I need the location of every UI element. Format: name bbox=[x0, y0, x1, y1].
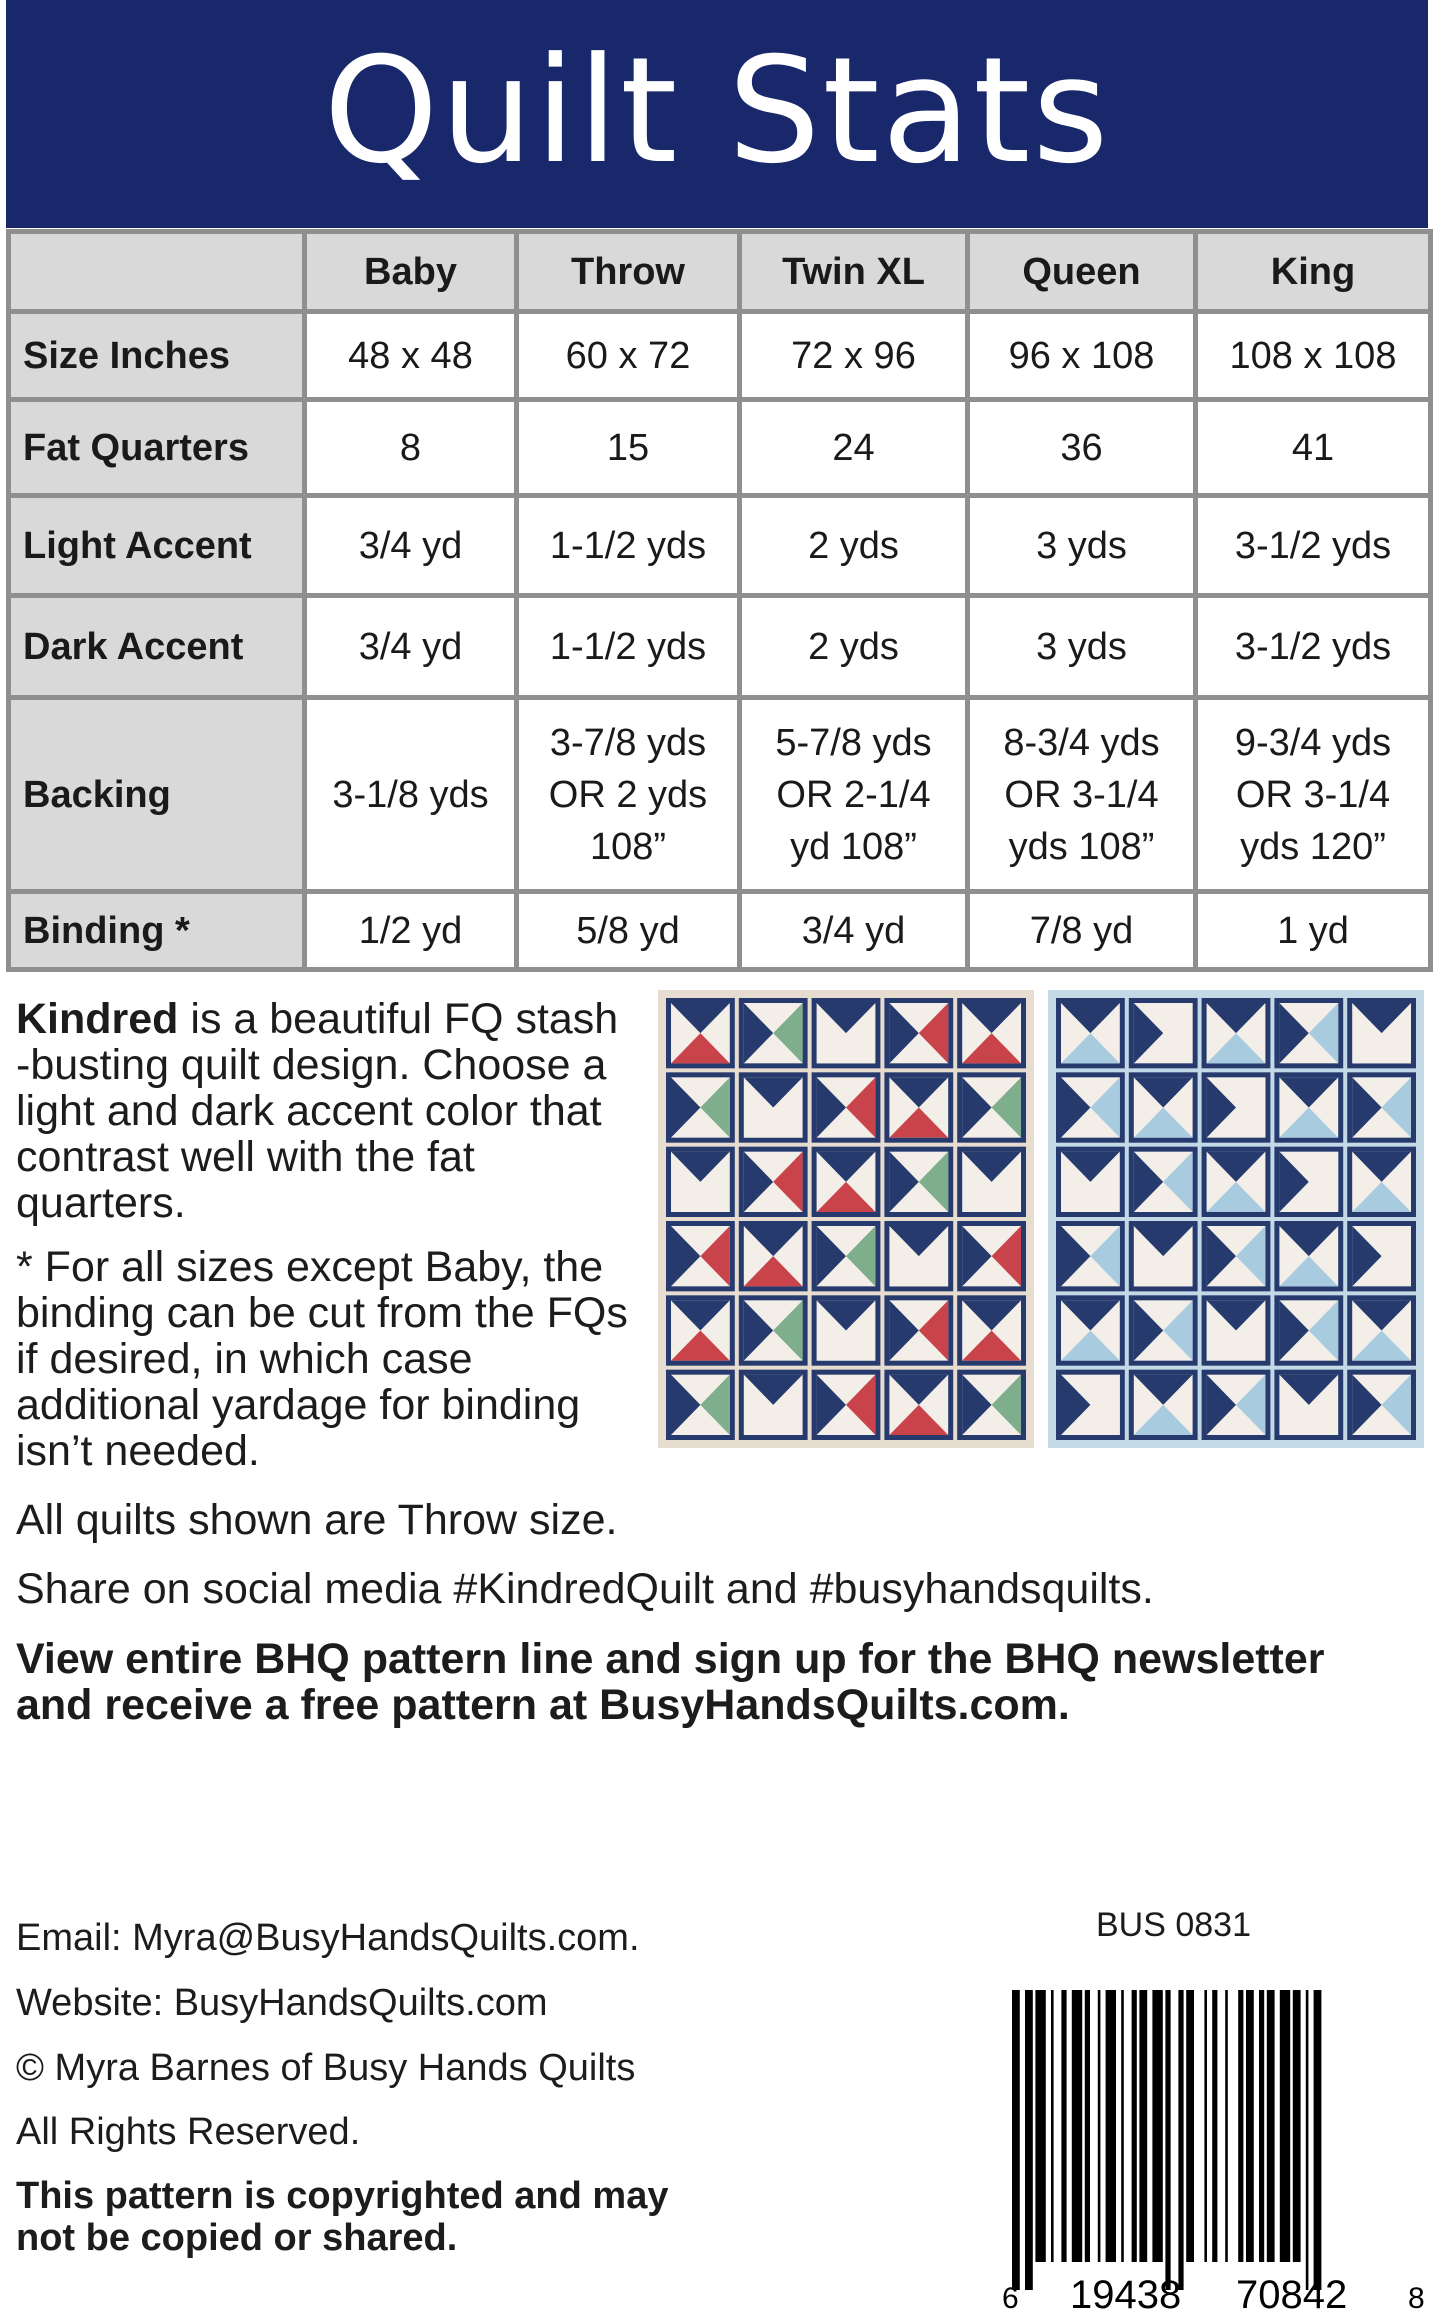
quilt-block bbox=[884, 1147, 953, 1217]
cell-line: OR 2 yds bbox=[548, 773, 708, 816]
contact-email: Email: Myra@BusyHandsQuilts.com. bbox=[16, 1917, 640, 1959]
table-cell: 8 bbox=[305, 400, 517, 496]
table-row bbox=[9, 496, 1431, 596]
barcode-bar bbox=[1132, 1990, 1137, 2262]
barcode-bar bbox=[1085, 1990, 1090, 2262]
quilt-block bbox=[1129, 1147, 1198, 1217]
table-cell: 1-1/2 yds bbox=[517, 496, 740, 596]
quilt-block bbox=[957, 1370, 1026, 1440]
cell-line: 3-7/8 yds bbox=[549, 721, 707, 764]
barcode-bar bbox=[1178, 1990, 1183, 2290]
intro-line: -busting quilt design. Choose a bbox=[16, 1041, 607, 1089]
quilt-block bbox=[1056, 998, 1125, 1068]
quilt-block bbox=[957, 1072, 1026, 1142]
intro-line: is a beautiful FQ stash bbox=[178, 995, 619, 1043]
quilt-block bbox=[812, 1295, 881, 1365]
note-line: * For all sizes except Baby, the bbox=[16, 1243, 604, 1291]
table-row bbox=[9, 596, 1431, 698]
promo-line: and receive a free pattern at BusyHandsQuilts.com. bbox=[16, 1681, 1070, 1729]
table-cell: 3-1/2 yds bbox=[1196, 496, 1431, 596]
quilt-block bbox=[1347, 1370, 1416, 1440]
quilt-block bbox=[1202, 1072, 1271, 1142]
barcode-bar bbox=[1314, 1990, 1322, 2290]
table-cell bbox=[517, 698, 740, 892]
promo-note bbox=[16, 1636, 1416, 1728]
barcode-bar bbox=[1280, 1990, 1290, 2262]
quilt-image-blue bbox=[1048, 990, 1424, 1448]
cell-line: yds 108” bbox=[1008, 825, 1155, 868]
barcode-bar bbox=[1204, 1990, 1207, 2262]
table-cell: 3 yds bbox=[968, 496, 1196, 596]
product-name: Kindred bbox=[16, 995, 179, 1043]
barcode-bar bbox=[1139, 1990, 1147, 2262]
quilt-block bbox=[812, 1221, 881, 1291]
quilt-image-red bbox=[658, 990, 1034, 1448]
column-header-king: King bbox=[1196, 232, 1431, 312]
quilt-block bbox=[1274, 998, 1343, 1068]
quilt-blue-illustration bbox=[1048, 990, 1424, 1448]
quilt-block bbox=[739, 1295, 808, 1365]
quilt-block bbox=[1202, 1295, 1271, 1365]
table-cell: 3-1/2 yds bbox=[1196, 596, 1431, 698]
intro-line: contrast well with the fat bbox=[16, 1133, 475, 1181]
table-cell: 15 bbox=[517, 400, 740, 496]
quilt-block bbox=[1129, 1221, 1198, 1291]
quilt-block bbox=[957, 998, 1026, 1068]
barcode-bar bbox=[1012, 1990, 1020, 2290]
shown-size-note: All quilts shown are Throw size. bbox=[16, 1496, 618, 1544]
quilt-block bbox=[1202, 1221, 1271, 1291]
barcode-bar bbox=[1098, 1990, 1101, 2262]
row-label-dark-accent: Dark Accent bbox=[9, 596, 305, 698]
barcode-digit-check: 8 bbox=[1408, 2282, 1425, 2315]
notice-line: This pattern is copyrighted and may bbox=[16, 2175, 669, 2217]
cell-line: 5-7/8 yds bbox=[775, 721, 932, 764]
table-cell: 3 yds bbox=[968, 596, 1196, 698]
cell-line: 3-1/8 yds bbox=[332, 773, 489, 816]
table-cell: 2 yds bbox=[740, 496, 968, 596]
table-cell: 1-1/2 yds bbox=[517, 596, 740, 698]
table-cell: 5/8 yd bbox=[517, 892, 740, 970]
barcode-bar bbox=[1212, 1990, 1217, 2262]
barcode-bar bbox=[1121, 1990, 1124, 2262]
social-media-note: Share on social media #KindredQuilt and #busyhandsquilts. bbox=[16, 1565, 1154, 1613]
quilt-block bbox=[1274, 1221, 1343, 1291]
table-cell: 7/8 yd bbox=[968, 892, 1196, 970]
cell-line: 8-3/4 yds bbox=[1003, 721, 1160, 764]
table-row bbox=[9, 892, 1431, 970]
barcode-bar bbox=[1267, 1990, 1275, 2262]
cell-line: 108” bbox=[589, 825, 667, 868]
note-line: if desired, in which case bbox=[16, 1335, 473, 1383]
barcode-bar bbox=[1051, 1990, 1054, 2262]
quilt-block bbox=[666, 1370, 735, 1440]
barcode-bar bbox=[1165, 1990, 1170, 2290]
copyright-line: © Myra Barnes of Busy Hands Quilts bbox=[16, 2047, 636, 2089]
quilt-block bbox=[666, 1072, 735, 1142]
barcode-bar bbox=[1306, 1990, 1309, 2290]
barcode-bar bbox=[1186, 1990, 1194, 2262]
column-header-baby: Baby bbox=[305, 232, 517, 312]
table-cell: 72 x 96 bbox=[740, 312, 968, 400]
quilt-block bbox=[1056, 1147, 1125, 1217]
table-row bbox=[9, 312, 1431, 400]
rights-line: All Rights Reserved. bbox=[16, 2111, 361, 2153]
quilt-block bbox=[1202, 1147, 1271, 1217]
table-cell: 108 x 108 bbox=[1196, 312, 1431, 400]
column-header-queen: Queen bbox=[968, 232, 1196, 312]
quilt-block bbox=[666, 1221, 735, 1291]
barcode-digits-right: 70842 bbox=[1236, 2273, 1348, 2317]
quilt-block bbox=[1129, 1295, 1198, 1365]
table-cell bbox=[968, 698, 1196, 892]
barcode-bars bbox=[1012, 1990, 1321, 2290]
copyright-notice bbox=[16, 2175, 668, 2259]
column-header-twin-xl: Twin XL bbox=[740, 232, 968, 312]
page-title: Quilt Stats bbox=[323, 26, 1111, 196]
quilt-block bbox=[1274, 1370, 1343, 1440]
note-line: additional yardage for binding bbox=[16, 1381, 581, 1429]
cell-line: 9-3/4 yds bbox=[1234, 721, 1392, 764]
cell-line: yd 108” bbox=[790, 825, 917, 868]
quilt-block bbox=[884, 1370, 953, 1440]
table-cell: 2 yds bbox=[740, 596, 968, 698]
pattern-description bbox=[16, 996, 646, 1492]
quilt-block bbox=[1129, 1072, 1198, 1142]
cell-line: OR 2-1/4 bbox=[776, 773, 931, 816]
table-cell: 96 x 108 bbox=[968, 312, 1196, 400]
barcode-bar bbox=[1246, 1990, 1254, 2262]
barcode-bar bbox=[1293, 1990, 1301, 2262]
column-header-throw: Throw bbox=[517, 232, 740, 312]
quilt-stats-table bbox=[6, 229, 1433, 972]
table-cell: 24 bbox=[740, 400, 968, 496]
quilt-block bbox=[812, 1147, 881, 1217]
promo-line: View entire BHQ pattern line and sign up for the BHQ newsletter bbox=[16, 1635, 1325, 1683]
table-cell bbox=[1196, 698, 1431, 892]
quilt-block bbox=[1347, 998, 1416, 1068]
quilt-block bbox=[666, 1295, 735, 1365]
table-cell: 3/4 yd bbox=[305, 496, 517, 596]
table-cell bbox=[305, 698, 517, 892]
quilt-block bbox=[1129, 998, 1198, 1068]
quilt-block bbox=[1274, 1147, 1343, 1217]
quilt-block bbox=[739, 1072, 808, 1142]
barcode-bar bbox=[1225, 1990, 1228, 2262]
contact-website: Website: BusyHandsQuilts.com bbox=[16, 1982, 548, 2024]
barcode-bar bbox=[1238, 1990, 1243, 2262]
quilt-block bbox=[1202, 1370, 1271, 1440]
table-cell: 3/4 yd bbox=[740, 892, 968, 970]
note-line: isn’t needed. bbox=[16, 1427, 260, 1475]
quilt-block bbox=[1056, 1221, 1125, 1291]
quilt-block bbox=[1274, 1072, 1343, 1142]
quilt-block bbox=[1347, 1221, 1416, 1291]
cell-line: OR 3-1/4 bbox=[1004, 773, 1159, 816]
quilt-block bbox=[1347, 1295, 1416, 1365]
table-header-row bbox=[9, 232, 1431, 312]
binding-note bbox=[16, 1244, 646, 1474]
row-label-backing: Backing bbox=[9, 698, 305, 892]
table-cell bbox=[740, 698, 968, 892]
quilt-block bbox=[739, 1370, 808, 1440]
barcode-bar bbox=[1152, 1990, 1162, 2262]
barcode-bar bbox=[1035, 1990, 1045, 2262]
row-label-size-inches: Size Inches bbox=[9, 312, 305, 400]
quilt-block bbox=[884, 1072, 953, 1142]
quilt-block bbox=[1202, 998, 1271, 1068]
product-sku: BUS 0831 bbox=[1096, 1906, 1251, 1944]
quilt-block bbox=[739, 998, 808, 1068]
barcode-bar bbox=[1106, 1990, 1116, 2262]
quilt-block bbox=[666, 1147, 735, 1217]
table-cell: 1/2 yd bbox=[305, 892, 517, 970]
barcode-bar bbox=[1061, 1990, 1066, 2262]
quilt-block bbox=[739, 1221, 808, 1291]
quilt-block bbox=[1347, 1072, 1416, 1142]
quilt-block bbox=[884, 998, 953, 1068]
quilt-block bbox=[812, 1072, 881, 1142]
table-cell: 41 bbox=[1196, 400, 1431, 496]
row-label-light-accent: Light Accent bbox=[9, 496, 305, 596]
quilt-block bbox=[957, 1221, 1026, 1291]
quilt-block bbox=[812, 1370, 881, 1440]
quilt-block bbox=[884, 1295, 953, 1365]
cell-line: yds 120” bbox=[1240, 825, 1386, 868]
barcode-bar bbox=[1259, 1990, 1264, 2262]
note-line: binding can be cut from the FQs bbox=[16, 1289, 628, 1337]
table-header-corner bbox=[9, 232, 305, 312]
quilt-block bbox=[812, 998, 881, 1068]
table-cell: 1 yd bbox=[1196, 892, 1431, 970]
quilt-block bbox=[739, 1147, 808, 1217]
header-banner bbox=[6, 0, 1428, 228]
intro-paragraph bbox=[16, 996, 646, 1226]
table-cell: 60 x 72 bbox=[517, 312, 740, 400]
table-row bbox=[9, 400, 1431, 496]
quilt-block bbox=[957, 1147, 1026, 1217]
table-cell: 48 x 48 bbox=[305, 312, 517, 400]
upc-barcode bbox=[990, 1990, 1430, 2324]
quilt-block bbox=[1056, 1295, 1125, 1365]
barcode-digits-left: 19438 bbox=[1070, 2273, 1182, 2317]
quilt-red-illustration bbox=[658, 990, 1034, 1448]
intro-line: light and dark accent color that bbox=[16, 1087, 602, 1135]
quilt-block bbox=[1056, 1072, 1125, 1142]
intro-line: quarters. bbox=[16, 1179, 186, 1227]
barcode-bar bbox=[1072, 1990, 1082, 2262]
quilt-block bbox=[957, 1295, 1026, 1365]
table-cell: 36 bbox=[968, 400, 1196, 496]
row-label-binding: Binding * bbox=[9, 892, 305, 970]
quilt-block bbox=[1274, 1295, 1343, 1365]
quilt-block bbox=[1347, 1147, 1416, 1217]
row-label-fat-quarters: Fat Quarters bbox=[9, 400, 305, 496]
barcode-bar bbox=[1025, 1990, 1033, 2290]
quilt-block bbox=[1056, 1370, 1125, 1440]
quilt-block bbox=[666, 998, 735, 1068]
quilt-block bbox=[884, 1221, 953, 1291]
table-cell: 3/4 yd bbox=[305, 596, 517, 698]
barcode-digit-first: 6 bbox=[1002, 2282, 1019, 2315]
cell-line: OR 3-1/4 bbox=[1235, 773, 1391, 816]
quilt-block bbox=[1129, 1370, 1198, 1440]
notice-line: not be copied or shared. bbox=[16, 2217, 458, 2259]
table-row bbox=[9, 698, 1431, 892]
